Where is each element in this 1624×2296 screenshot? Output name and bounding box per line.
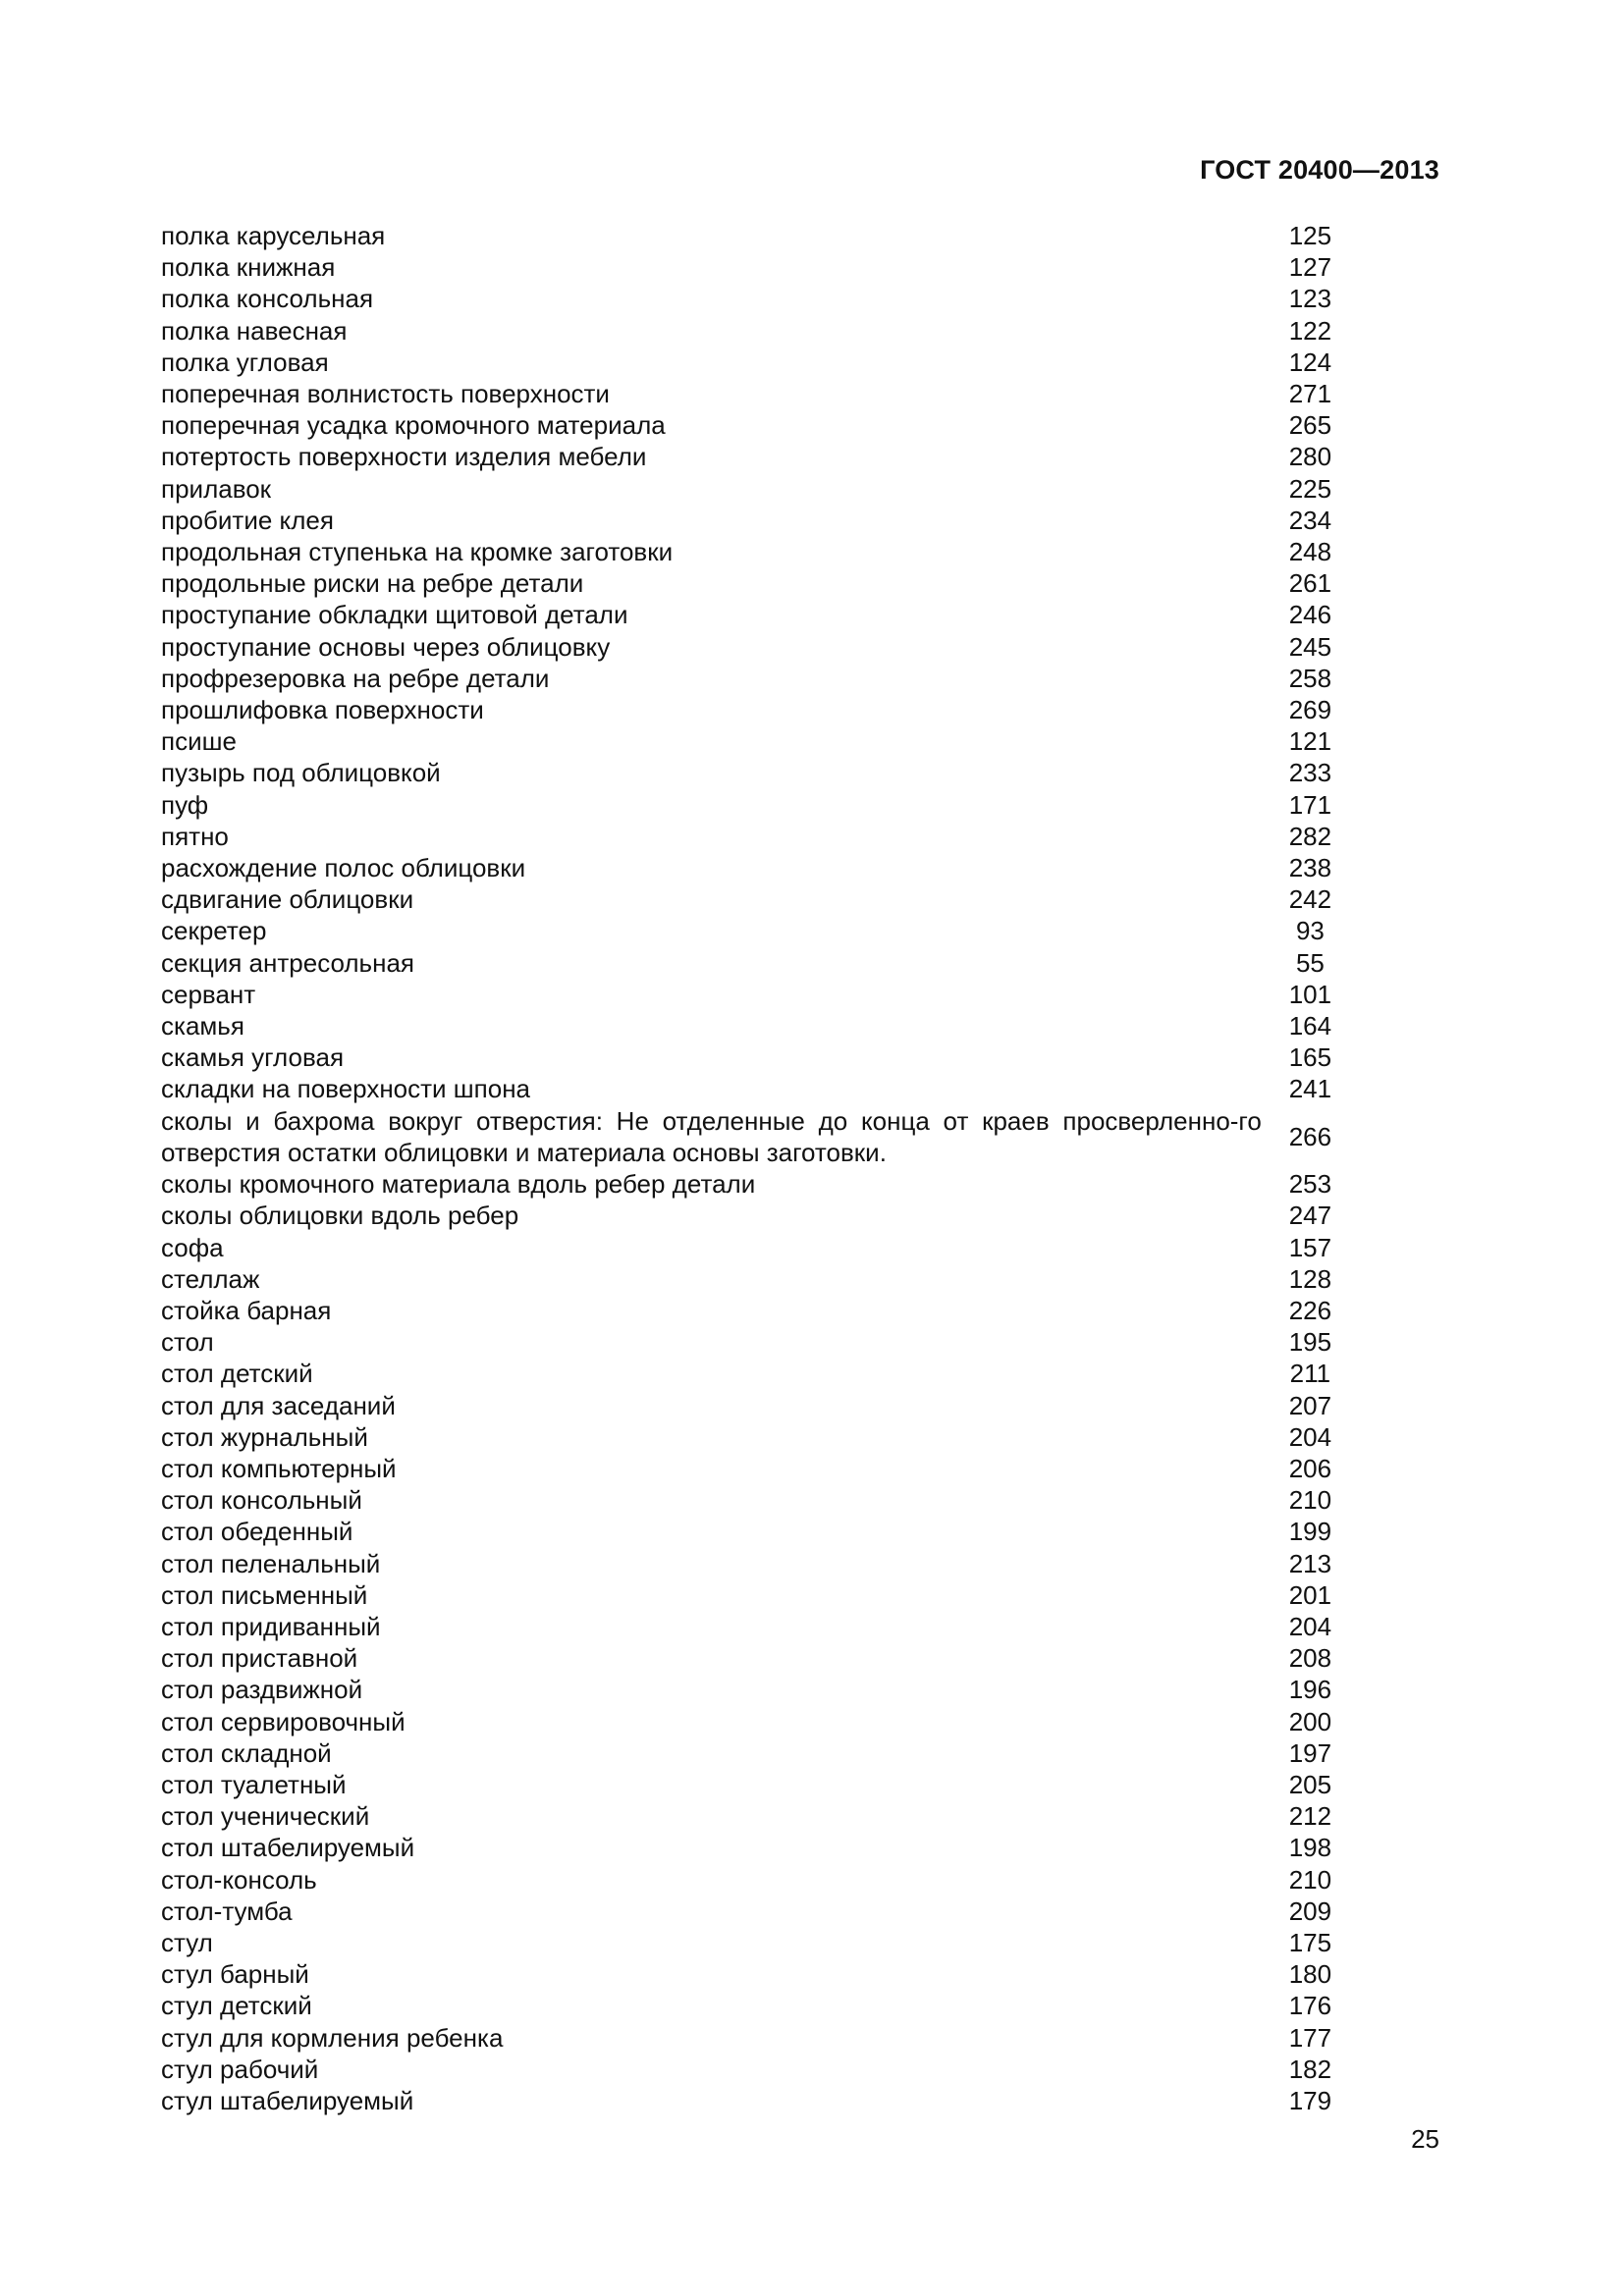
index-row (161, 1010, 1359, 1041)
index-term-number: 280 (1288, 442, 1332, 472)
index-term-number: 122 (1288, 315, 1332, 346)
index-term: стол ученический (161, 1801, 370, 1832)
index-term: потертость поверхности изделия мебели (161, 442, 647, 472)
index-row (161, 1516, 1359, 1547)
index-row (161, 631, 1359, 663)
index-row (161, 979, 1359, 1010)
index-term: стол штабелируемый (161, 1833, 415, 1863)
index-term: стул для кормления ребенка (161, 2022, 504, 2053)
index-term: стол сервировочный (161, 1706, 406, 1736)
index-term: стол приставной (161, 1643, 358, 1674)
index-term-number: 205 (1288, 1769, 1332, 1799)
index-term: стол туалетный (161, 1769, 347, 1799)
index-term-number: 258 (1288, 663, 1332, 693)
index-row (161, 1548, 1359, 1579)
index-term-number: 233 (1288, 758, 1332, 788)
index-term: стул (161, 1927, 213, 1957)
index-term: сдвигание облицовки (161, 884, 414, 915)
index-row (161, 1579, 1359, 1611)
index-term-number: 212 (1288, 1801, 1332, 1832)
index-row (161, 283, 1359, 314)
index-term-number: 266 (1288, 1121, 1332, 1151)
index-row (161, 1041, 1359, 1073)
index-term-number: 208 (1288, 1643, 1332, 1674)
index-term: пробитие клея (161, 505, 334, 535)
index-term-number: 55 (1295, 947, 1325, 978)
index-term: продольная ступенька на кромке заготовки (161, 537, 674, 567)
index-term: стеллаж (161, 1263, 260, 1294)
index-term: поперечная усадка кромочного материала (161, 410, 666, 441)
index-term: скамья (161, 1011, 244, 1041)
index-term-number: 269 (1288, 695, 1332, 725)
index-row (161, 441, 1359, 472)
index-row (161, 1642, 1359, 1674)
index-term-number: 101 (1288, 979, 1332, 1009)
index-term: поперечная волнистость поверхности (161, 379, 610, 409)
index-term-number: 247 (1288, 1201, 1332, 1231)
index-term: пятно (161, 821, 229, 851)
index-row (161, 1832, 1359, 1863)
index-term-number: 200 (1288, 1706, 1332, 1736)
index-row (161, 1326, 1359, 1358)
index-term: проступание основы через облицовку (161, 631, 611, 662)
index-term: секция антресольная (161, 947, 414, 978)
index-term: полка консольная (161, 284, 374, 314)
index-term-number: 195 (1288, 1327, 1332, 1358)
index-term-number: 248 (1288, 537, 1332, 567)
index-row (161, 1105, 1359, 1168)
index-term-number: 261 (1288, 568, 1332, 599)
index-term: софа (161, 1232, 224, 1262)
index-row (161, 1706, 1359, 1737)
index-row (161, 251, 1359, 283)
index-term-number: 226 (1288, 1295, 1332, 1325)
index-term: стол письменный (161, 1579, 368, 1610)
index-row (161, 1421, 1359, 1453)
index-term-number: 242 (1288, 884, 1332, 915)
index-term: стол раздвижной (161, 1675, 363, 1705)
index-term-number: 204 (1288, 1421, 1332, 1452)
index-row (161, 821, 1359, 852)
index-row (161, 505, 1359, 536)
index-term-number: 241 (1288, 1074, 1332, 1104)
index-term: стул барный (161, 1959, 309, 1990)
index-row (161, 536, 1359, 567)
index-term: стол (161, 1327, 214, 1358)
index-term: стул рабочий (161, 2054, 319, 2084)
index-term-number: 175 (1288, 1927, 1332, 1957)
index-term: прилавок (161, 473, 272, 504)
index-term-number: 177 (1288, 2022, 1332, 2053)
index-row (161, 1990, 1359, 2021)
index-term: стол детский (161, 1359, 313, 1389)
index-row (161, 947, 1359, 979)
index-term-number: 211 (1289, 1359, 1331, 1389)
index-term: проступание обкладки щитовой детали (161, 600, 628, 630)
index-term: стол консольный (161, 1485, 362, 1516)
index-term-number: 182 (1288, 2054, 1332, 2084)
index-row (161, 1896, 1359, 1927)
index-term-number: 197 (1288, 1737, 1332, 1768)
index-term: стол-тумба (161, 1896, 293, 1926)
index-term: продольные риски на ребре детали (161, 568, 584, 599)
index-term: стол журнальный (161, 1421, 368, 1452)
index-term: сколы кромочного материала вдоль ребер детали (161, 1169, 756, 1200)
index-term: псише (161, 726, 237, 757)
index-row (161, 1611, 1359, 1642)
index-row (161, 1390, 1359, 1421)
index-row (161, 2022, 1359, 2054)
index-term: секретер (161, 916, 267, 946)
index-term: стол для заседаний (161, 1390, 396, 1420)
index-row (161, 315, 1359, 347)
index-term-number: 238 (1288, 853, 1332, 883)
index-term: сколы облицовки вдоль ребер (161, 1201, 519, 1231)
index-term: пуф (161, 789, 209, 820)
index-term-number: 282 (1288, 821, 1332, 851)
index-term-number: 128 (1288, 1263, 1332, 1294)
index-term-number: 253 (1288, 1169, 1332, 1200)
index-term: сколы и бахрома вокруг отверстия: Не отделенные до конца от краев просверленно-го отверстия остатки облицовки и материала основы заготовки. (161, 1105, 1262, 1167)
index-term-number: 171 (1288, 789, 1332, 820)
index-row (161, 663, 1359, 694)
index-term-number: 210 (1288, 1864, 1332, 1895)
index-term-number: 246 (1288, 600, 1332, 630)
index-row (161, 409, 1359, 441)
index-term: стул детский (161, 1991, 312, 2021)
index-term-number: 209 (1288, 1896, 1332, 1926)
index-term-number: 123 (1288, 284, 1332, 314)
index-term-number: 225 (1288, 473, 1332, 504)
index-term: стул штабелируемый (161, 2085, 414, 2115)
index-term: складки на поверхности шпона (161, 1074, 531, 1104)
index-term-number: 165 (1288, 1042, 1332, 1073)
index-row (161, 883, 1359, 915)
index-row (161, 599, 1359, 630)
index-row (161, 1737, 1359, 1769)
index-row (161, 757, 1359, 788)
index-term: скамья угловая (161, 1042, 345, 1073)
index-row (161, 1958, 1359, 1990)
index-term-number: 201 (1288, 1579, 1332, 1610)
index-term: полка книжная (161, 252, 336, 283)
index-term: стол придиванный (161, 1611, 381, 1641)
index-term-number: 196 (1288, 1675, 1332, 1705)
index-term-number: 199 (1288, 1517, 1332, 1547)
index-row (161, 347, 1359, 378)
index-row (161, 1769, 1359, 1800)
index-term-number: 245 (1288, 631, 1332, 662)
index-row (161, 1864, 1359, 1896)
index-row (161, 1453, 1359, 1484)
index-row (161, 725, 1359, 757)
index-row (161, 1358, 1359, 1389)
index-row (161, 1674, 1359, 1705)
index-term-number: 265 (1288, 410, 1332, 441)
index-row (161, 378, 1359, 409)
index-row (161, 1073, 1359, 1104)
alphabetical-index-list (161, 220, 1359, 2116)
document-code-header: ГОСТ 20400—2013 (1200, 155, 1439, 185)
index-term: полка навесная (161, 315, 348, 346)
index-row (161, 789, 1359, 821)
index-term: стол пеленальный (161, 1548, 381, 1578)
index-term-number: 93 (1295, 916, 1325, 946)
index-row (161, 1800, 1359, 1832)
index-term: сервант (161, 979, 256, 1009)
index-term: стол обеденный (161, 1517, 353, 1547)
index-row (161, 567, 1359, 599)
index-row (161, 1484, 1359, 1516)
index-term: стол-консоль (161, 1864, 317, 1895)
index-term: пузырь под облицовкой (161, 758, 441, 788)
index-term: стол компьютерный (161, 1453, 397, 1483)
index-term-number: 180 (1288, 1959, 1332, 1990)
index-term-number: 213 (1288, 1548, 1332, 1578)
index-row (161, 915, 1359, 946)
index-term-number: 179 (1288, 2085, 1332, 2115)
index-row (161, 852, 1359, 883)
index-row (161, 1200, 1359, 1231)
index-row (161, 2085, 1359, 2116)
index-term-number: 207 (1288, 1390, 1332, 1420)
index-term-number: 198 (1288, 1833, 1332, 1863)
index-term: стол складной (161, 1737, 332, 1768)
index-term: профрезеровка на ребре детали (161, 663, 550, 693)
index-row (161, 1927, 1359, 1958)
index-term: прошлифовка поверхности (161, 695, 484, 725)
index-term-number: 176 (1288, 1991, 1332, 2021)
index-term-number: 206 (1288, 1453, 1332, 1483)
index-term-number: 124 (1288, 347, 1332, 377)
index-term-number: 121 (1288, 726, 1332, 757)
index-row (161, 1263, 1359, 1295)
index-term: расхождение полос облицовки (161, 853, 526, 883)
index-term-number: 204 (1288, 1611, 1332, 1641)
index-term-number: 234 (1288, 505, 1332, 535)
index-row (161, 1295, 1359, 1326)
index-term: полка угловая (161, 347, 329, 377)
index-row (161, 2054, 1359, 2085)
index-term-number: 164 (1288, 1011, 1332, 1041)
index-term-number: 157 (1288, 1232, 1332, 1262)
index-term-number: 125 (1288, 221, 1332, 250)
index-term-number: 127 (1288, 252, 1332, 283)
index-term-number: 210 (1288, 1485, 1332, 1516)
index-row (161, 473, 1359, 505)
page-number: 25 (1411, 2124, 1439, 2154)
index-term: полка карусельная (161, 221, 386, 250)
index-row (161, 1232, 1359, 1263)
index-term-number: 271 (1288, 379, 1332, 409)
index-row (161, 220, 1359, 251)
index-row (161, 1168, 1359, 1200)
index-term: стойка барная (161, 1295, 332, 1325)
index-row (161, 694, 1359, 725)
